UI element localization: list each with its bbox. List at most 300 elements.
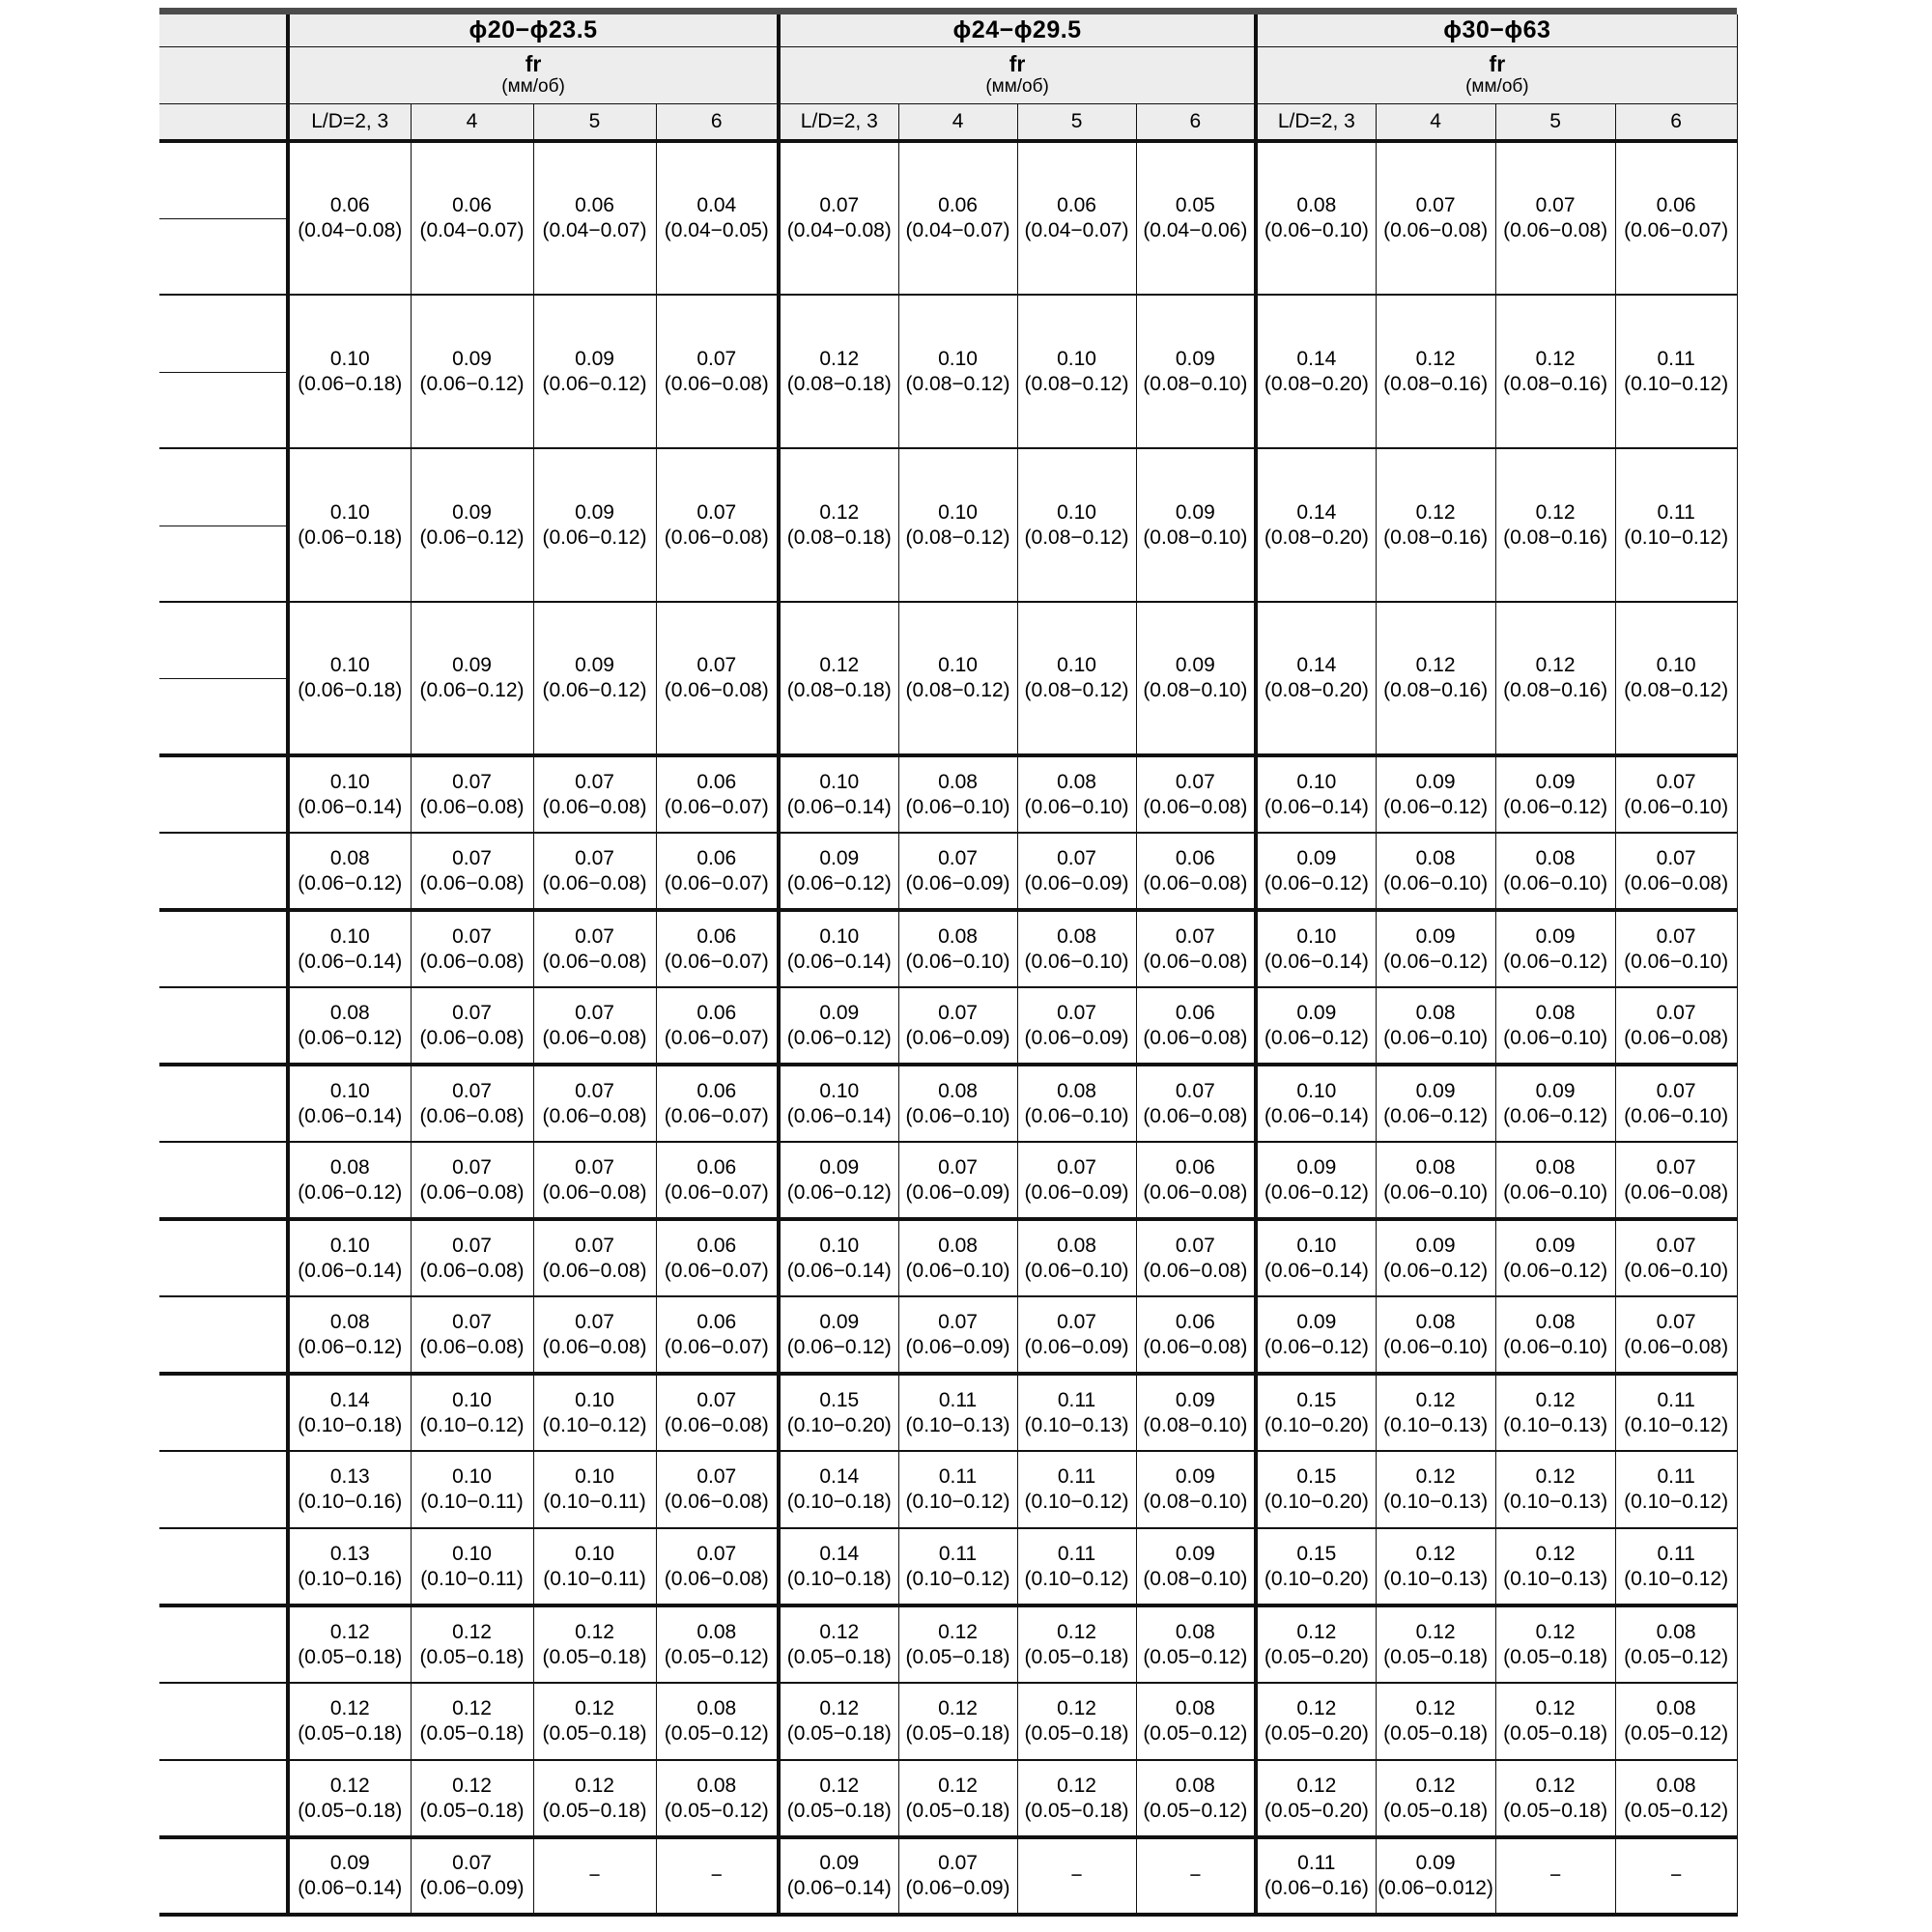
row-label-cell [159, 987, 288, 1065]
table-row [159, 755, 1737, 833]
cell-value: 0.06 [938, 194, 978, 216]
cell-range: (0.06−0.08) [419, 1026, 525, 1049]
table-cell [1256, 1837, 1376, 1915]
ld-col-header: L/D=2, 3 [779, 103, 898, 141]
cell-range: (0.06−0.10) [1383, 1335, 1489, 1358]
cell-range: (0.10−0.12) [542, 1413, 647, 1436]
table-cell [411, 1760, 533, 1837]
cell-value: − [588, 1864, 601, 1887]
cell-range: (0.05−0.18) [298, 1799, 403, 1822]
table-cell [779, 1760, 898, 1837]
label-subrow-divider [159, 372, 286, 373]
table-cell [411, 1065, 533, 1142]
table-cell [1017, 295, 1136, 448]
table-cell [779, 1528, 898, 1605]
table-cell [1376, 1760, 1495, 1837]
cell-value: 0.12 [1415, 654, 1456, 676]
table-row [159, 1374, 1737, 1451]
table-cell [411, 1605, 533, 1683]
cell-range: (0.10−0.12) [1024, 1567, 1129, 1590]
cell-value: 0.07 [452, 846, 492, 869]
cell-range: (0.04−0.08) [298, 219, 403, 242]
cell-range: (0.05−0.18) [1503, 1799, 1608, 1822]
cell-value: 0.12 [1057, 1620, 1096, 1643]
table-cell [898, 910, 1017, 987]
table-cell [1615, 755, 1737, 833]
table-row [159, 602, 1737, 755]
table-cell [1615, 1760, 1737, 1837]
cell-range: (0.06−0.12) [419, 679, 525, 701]
table-cell [288, 1528, 411, 1605]
cell-value: 0.07 [1057, 1001, 1096, 1024]
cell-range: (0.06−0.18) [298, 679, 403, 701]
cell-value: 0.09 [819, 1852, 860, 1874]
table-cell [1615, 1683, 1737, 1760]
cell-value: 0.09 [1296, 1310, 1337, 1333]
cell-value: 0.08 [696, 1774, 737, 1797]
cell-value: 0.10 [1057, 654, 1096, 676]
cell-value: 0.10 [329, 1234, 370, 1257]
table-cell [656, 1065, 779, 1142]
table-cell [898, 295, 1017, 448]
cell-value: 0.10 [938, 654, 978, 676]
row-label-cell [159, 1683, 288, 1760]
table-cell [656, 1374, 779, 1451]
table-cell [1136, 1296, 1256, 1374]
cell-value: 0.14 [819, 1465, 860, 1488]
row-label-cell [159, 1605, 288, 1683]
cell-value: 0.07 [1656, 1234, 1696, 1257]
table-cell [411, 987, 533, 1065]
cell-range: (0.08−0.16) [1383, 679, 1489, 701]
table-cell [1256, 1451, 1376, 1528]
table-cell [411, 448, 533, 602]
cell-value: 0.12 [1296, 1697, 1337, 1719]
cell-range: (0.06−0.09) [905, 1877, 1010, 1899]
cell-value: 0.12 [1535, 1620, 1576, 1643]
cell-range: (0.06−0.08) [664, 679, 769, 701]
cell-value: 0.08 [696, 1620, 737, 1643]
table-cell [1495, 833, 1615, 910]
cell-range: (0.06−0.08) [542, 1259, 647, 1282]
cell-range: (0.06−0.07) [664, 950, 769, 973]
cell-value: 0.12 [819, 500, 860, 524]
cell-value: 0.08 [1415, 846, 1456, 869]
cell-range: (0.06−0.12) [786, 871, 892, 895]
table-cell [1017, 1837, 1136, 1915]
table-cell [1017, 1451, 1136, 1528]
cell-range: (0.06−0.10) [1503, 1180, 1608, 1204]
cell-range: (0.06−0.08) [542, 1026, 647, 1049]
cell-value: 0.12 [1296, 1774, 1337, 1797]
table-cell [1256, 833, 1376, 910]
table-cell [1136, 448, 1256, 602]
cell-range: (0.10−0.11) [420, 1491, 524, 1513]
table-cell [533, 1605, 656, 1683]
table-cell [1615, 1451, 1737, 1528]
cell-value: − [1189, 1864, 1202, 1887]
cell-range: (0.10−0.18) [786, 1567, 892, 1590]
table-cell [1495, 1528, 1615, 1605]
cell-range: (0.06−0.12) [298, 1335, 403, 1358]
cell-range: (0.06−0.10) [1503, 871, 1608, 895]
cell-range: (0.06−0.10) [1624, 795, 1729, 818]
cell-range: (0.05−0.12) [1624, 1799, 1729, 1822]
table-cell [411, 141, 533, 295]
table-cell [411, 1142, 533, 1219]
cell-value: 0.06 [452, 194, 492, 216]
cell-range: (0.05−0.12) [1143, 1722, 1248, 1745]
feed-rate-table [159, 14, 1738, 1917]
table-cell [533, 1451, 656, 1528]
cell-range: (0.06−0.12) [298, 1180, 403, 1204]
cell-value: 0.08 [1415, 1001, 1456, 1024]
table-cell [533, 1837, 656, 1915]
cell-value: 0.10 [1296, 770, 1337, 793]
table-cell [1256, 1760, 1376, 1837]
cell-value: − [1548, 1864, 1562, 1887]
table-cell [1136, 1760, 1256, 1837]
table-row [159, 987, 1737, 1065]
cell-range: (0.06−0.08) [1143, 871, 1248, 895]
cell-value: 0.10 [1057, 347, 1096, 370]
table-cell [1256, 141, 1376, 295]
table-cell [288, 1760, 411, 1837]
table-cell [1615, 1605, 1737, 1683]
table-cell [288, 833, 411, 910]
table-cell [533, 1374, 656, 1451]
cell-range: (0.08−0.12) [905, 679, 1010, 701]
cell-range: (0.06−0.07) [664, 1180, 769, 1204]
cell-value: 0.11 [1657, 1542, 1695, 1565]
table-cell [1136, 1374, 1256, 1451]
table-cell [533, 833, 656, 910]
cell-range: (0.06−0.10) [1383, 1026, 1489, 1049]
cell-value: 0.06 [696, 1001, 737, 1024]
cell-value: 0.10 [452, 1465, 492, 1488]
cell-value: 0.07 [452, 1155, 492, 1179]
cell-value: 0.06 [696, 1079, 737, 1102]
cell-range: (0.05−0.18) [1503, 1645, 1608, 1668]
table-cell [898, 1065, 1017, 1142]
cell-value: 0.06 [696, 924, 737, 948]
cell-range: (0.05−0.18) [905, 1799, 1010, 1822]
cell-value: 0.07 [696, 654, 737, 676]
cell-value: 0.06 [1175, 846, 1215, 869]
cell-value: 0.07 [575, 770, 614, 793]
cell-value: 0.07 [575, 1234, 614, 1257]
cell-range: (0.06−0.12) [1383, 795, 1489, 818]
cell-value: 0.13 [329, 1542, 370, 1565]
table-cell [288, 1605, 411, 1683]
cell-range: (0.05−0.18) [1503, 1722, 1608, 1745]
table-cell [656, 987, 779, 1065]
row-label-cell [159, 295, 288, 448]
cell-range: (0.06−0.09) [419, 1877, 525, 1899]
cell-value: 0.11 [938, 1465, 978, 1488]
cell-range: (0.05−0.18) [786, 1799, 892, 1822]
cell-value: 0.12 [938, 1774, 978, 1797]
table-cell [898, 833, 1017, 910]
cell-range: (0.06−0.08) [1143, 950, 1248, 973]
cell-value: 0.12 [1535, 1465, 1576, 1488]
cell-range: (0.06−0.08) [1503, 219, 1608, 242]
table-row [159, 1605, 1737, 1683]
cell-value: 0.12 [575, 1620, 614, 1643]
table-cell [288, 1683, 411, 1760]
cell-range: (0.10−0.12) [1624, 372, 1729, 395]
cell-value: 0.11 [1657, 347, 1695, 370]
cell-value: 0.08 [1535, 1310, 1576, 1333]
table-cell [533, 141, 656, 295]
cell-range: (0.06−0.10) [1624, 1259, 1729, 1282]
table-cell [1376, 755, 1495, 833]
cell-range: (0.06−0.07) [1624, 219, 1729, 242]
row-label-cell [159, 1142, 288, 1219]
table-cell [1495, 1065, 1615, 1142]
table-cell [1495, 1605, 1615, 1683]
cell-range: (0.08−0.10) [1143, 1567, 1248, 1590]
cell-value: 0.09 [575, 500, 614, 524]
table-cell [533, 1528, 656, 1605]
table-cell [779, 1065, 898, 1142]
table-cell [1136, 1142, 1256, 1219]
cell-value: 0.06 [329, 194, 370, 216]
cell-range: (0.05−0.20) [1264, 1799, 1369, 1822]
cell-value: 0.12 [819, 654, 860, 676]
cell-value: 0.10 [819, 1079, 860, 1102]
cell-value: 0.12 [575, 1697, 614, 1719]
cell-range: (0.06−0.14) [298, 1259, 403, 1282]
cell-range: (0.06−0.10) [1503, 1335, 1608, 1358]
table-cell [779, 1219, 898, 1296]
cell-range: (0.05−0.18) [419, 1645, 525, 1668]
cell-value: 0.11 [1297, 1852, 1336, 1874]
table-cell [779, 987, 898, 1065]
cell-value: 0.10 [1057, 500, 1096, 524]
cell-value: 0.08 [938, 770, 978, 793]
table-cell [656, 448, 779, 602]
cell-value: 0.07 [1175, 1234, 1215, 1257]
cell-value: 0.10 [938, 347, 978, 370]
table-cell [1495, 1451, 1615, 1528]
cell-value: 0.14 [1296, 500, 1337, 524]
cell-range: (0.05−0.18) [298, 1645, 403, 1668]
table-cell [1495, 755, 1615, 833]
table-row [159, 1451, 1737, 1528]
table-cell [1017, 1528, 1136, 1605]
ld-col-header: 6 [1615, 103, 1737, 141]
cell-range: (0.06−0.10) [1624, 1104, 1729, 1127]
label-column-header [159, 14, 288, 46]
cell-range: (0.06−0.08) [1624, 1180, 1729, 1204]
cell-range: (0.05−0.18) [419, 1799, 525, 1822]
table-cell [288, 910, 411, 987]
table-cell [1136, 1683, 1256, 1760]
cell-range: (0.06−0.08) [419, 1259, 525, 1282]
cell-value: 0.07 [452, 924, 492, 948]
cell-value: 0.09 [452, 347, 492, 370]
table-cell [288, 1374, 411, 1451]
cell-value: 0.09 [1535, 924, 1576, 948]
table-cell [1256, 1605, 1376, 1683]
table-cell [1136, 295, 1256, 448]
cell-value: 0.08 [1535, 1001, 1576, 1024]
table-cell [1376, 1296, 1495, 1374]
cell-range: (0.05−0.12) [664, 1645, 769, 1668]
table-cell [656, 1605, 779, 1683]
table-cell [1615, 1219, 1737, 1296]
cell-range: (0.06−0.09) [905, 1180, 1010, 1204]
label-subrow-divider [159, 678, 286, 679]
cell-range: (0.10−0.12) [1624, 1567, 1729, 1590]
cell-range: (0.06−0.14) [786, 950, 892, 973]
cell-value: 0.08 [1656, 1774, 1696, 1797]
cell-value: 0.11 [938, 1388, 978, 1411]
table-cell [288, 1837, 411, 1915]
table-cell [288, 1451, 411, 1528]
cell-range: (0.10−0.13) [1383, 1413, 1489, 1436]
cell-value: 0.12 [329, 1774, 370, 1797]
cell-value: 0.08 [1175, 1774, 1215, 1797]
cell-value: 0.12 [819, 1774, 860, 1797]
table-cell [411, 1296, 533, 1374]
cell-range: (0.06−0.08) [419, 1180, 525, 1204]
cell-value: 0.06 [1057, 194, 1096, 216]
cell-value: 0.12 [819, 1620, 860, 1643]
cell-value: 0.09 [1175, 1388, 1215, 1411]
cell-range: (0.06−0.14) [786, 1259, 892, 1282]
cell-value: 0.10 [1296, 1079, 1337, 1102]
cell-value: 0.12 [1535, 654, 1576, 676]
cell-range: (0.10−0.20) [1264, 1491, 1369, 1513]
table-cell [1615, 295, 1737, 448]
cell-range: (0.06−0.12) [786, 1026, 892, 1049]
table-cell [1615, 448, 1737, 602]
table-cell [1495, 1142, 1615, 1219]
cell-value: 0.10 [329, 770, 370, 793]
table-cell [898, 1837, 1017, 1915]
cell-value: 0.07 [1535, 194, 1576, 216]
table-row [159, 295, 1737, 448]
cell-value: 0.12 [1415, 1388, 1456, 1411]
table-cell [779, 1837, 898, 1915]
cell-range: (0.06−0.08) [664, 372, 769, 395]
table-row [159, 1683, 1737, 1760]
cell-range: (0.10−0.16) [298, 1491, 403, 1513]
row-label-cell [159, 1451, 288, 1528]
label-column-header [159, 103, 288, 141]
table-cell [533, 1219, 656, 1296]
cell-range: (0.05−0.20) [1264, 1722, 1369, 1745]
cell-range: (0.06−0.08) [1624, 871, 1729, 895]
table-cell [1136, 1451, 1256, 1528]
cell-value: 0.06 [1175, 1001, 1215, 1024]
feed-param-symbol: fr [525, 51, 542, 76]
cell-value: 0.07 [696, 1542, 737, 1565]
table-cell [288, 1296, 411, 1374]
cell-value: 0.11 [1057, 1388, 1096, 1411]
cell-range: (0.10−0.12) [905, 1491, 1010, 1513]
cell-value: 0.07 [1656, 846, 1696, 869]
cell-value: 0.08 [329, 1155, 370, 1179]
table-cell [1017, 1683, 1136, 1760]
table-cell [411, 1451, 533, 1528]
cell-value: 0.09 [1175, 347, 1215, 370]
table-cell [898, 1451, 1017, 1528]
cell-range: (0.06−0.08) [1143, 795, 1248, 818]
table-cell [898, 1605, 1017, 1683]
feed-param-symbol: fr [1009, 51, 1026, 76]
cell-value: 0.11 [1057, 1542, 1096, 1565]
table-cell [779, 448, 898, 602]
table-cell [656, 1296, 779, 1374]
cell-range: (0.06−0.14) [1264, 950, 1369, 973]
table-cell [1495, 1219, 1615, 1296]
table-cell [1017, 1605, 1136, 1683]
table-cell [533, 910, 656, 987]
cell-value: 0.07 [696, 1388, 737, 1411]
table-cell [533, 1065, 656, 1142]
table-cell [779, 1296, 898, 1374]
cell-range: (0.05−0.12) [1624, 1722, 1729, 1745]
cell-value: 0.11 [1057, 1465, 1096, 1488]
cell-value: 0.07 [575, 1155, 614, 1179]
table-cell [411, 602, 533, 755]
table-cell [533, 1296, 656, 1374]
table-cell [656, 1142, 779, 1219]
cell-value: 0.12 [329, 1697, 370, 1719]
cell-range: (0.05−0.18) [542, 1645, 647, 1668]
cell-value: 0.07 [1057, 1310, 1096, 1333]
table-cell [779, 295, 898, 448]
cell-range: (0.06−0.12) [1503, 1259, 1608, 1282]
table-cell [898, 987, 1017, 1065]
cell-value: 0.07 [938, 846, 978, 869]
cell-value: 0.12 [1415, 347, 1456, 370]
cell-range: (0.06−0.12) [1383, 1259, 1489, 1282]
cell-range: (0.06−0.09) [905, 1335, 1010, 1358]
table-cell [288, 448, 411, 602]
cell-value: 0.12 [1415, 1542, 1456, 1565]
ld-header-row [159, 103, 1737, 141]
cell-range: (0.10−0.13) [1024, 1413, 1129, 1436]
cell-range: (0.08−0.12) [1024, 526, 1129, 549]
table-cell [656, 602, 779, 755]
table-cell [1495, 910, 1615, 987]
cell-range: (0.06−0.12) [1264, 1026, 1369, 1049]
table-cell [1376, 602, 1495, 755]
cell-range: (0.10−0.11) [543, 1567, 646, 1590]
table-row [159, 448, 1737, 602]
cell-value: 0.12 [819, 347, 860, 370]
table-cell [898, 1219, 1017, 1296]
cell-value: 0.07 [452, 1310, 492, 1333]
cell-range: (0.06−0.14) [298, 950, 403, 973]
cell-range: (0.04−0.07) [419, 219, 525, 242]
cell-range: (0.06−0.07) [664, 1259, 769, 1282]
cell-value: 0.12 [1415, 1697, 1456, 1719]
cell-range: (0.06−0.12) [542, 679, 647, 701]
cell-value: 0.07 [938, 1310, 978, 1333]
cell-range: (0.06−0.08) [1143, 1026, 1248, 1049]
ld-col-header: 4 [898, 103, 1017, 141]
table-row [159, 1528, 1737, 1605]
cell-range: (0.08−0.16) [1383, 526, 1489, 549]
cell-value: 0.14 [819, 1542, 860, 1565]
cell-value: 0.10 [1296, 1234, 1337, 1257]
cell-value: 0.08 [1175, 1697, 1215, 1719]
